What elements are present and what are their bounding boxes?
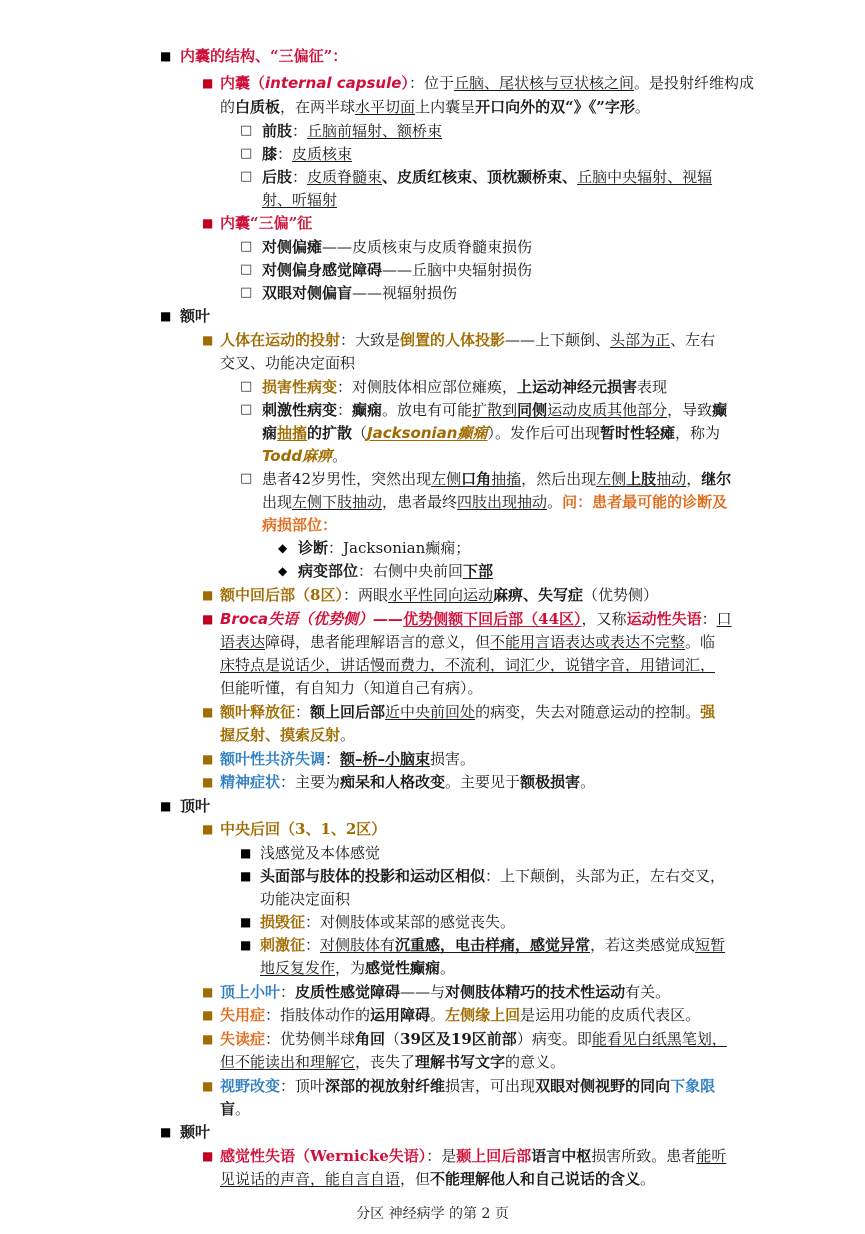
hollow-square-bullet-icon: □ <box>240 123 253 138</box>
square-bullet-icon: ■ <box>160 799 172 813</box>
post-item-4-line2: 地反复发作，为感觉性癫痫。 <box>260 959 456 977</box>
square-bullet-icon: ■ <box>202 1032 214 1046</box>
three-item-3: 双眼对侧偏盲——视辐射损伤 <box>262 284 458 302</box>
three-deviation-heading: 内囊“三偏”征 <box>220 214 313 232</box>
square-bullet-icon: ■ <box>240 915 252 929</box>
square-bullet-icon: ■ <box>240 846 252 860</box>
square-bullet-icon: ■ <box>202 822 214 836</box>
post-item-2-line2: 功能决定面积 <box>260 890 351 908</box>
case-line3: 病损部位： <box>262 516 338 534</box>
post-item-1: 浅感觉及本体感觉 <box>260 844 381 862</box>
diagnosis: 诊断：Jacksonian癫痫； <box>298 539 471 557</box>
frontal-heading: 额叶 <box>180 307 211 325</box>
hollow-square-bullet-icon: □ <box>240 239 253 254</box>
square-bullet-icon: ■ <box>202 76 214 90</box>
broca-aphasia-line4: 但能听懂，有自知力（知道自己有病）。 <box>220 679 483 697</box>
damage-lesion: 损害性病变：对侧肢体相应部位瘫痪，上运动神经元损害表现 <box>262 378 668 396</box>
square-bullet-icon: ■ <box>202 333 214 347</box>
square-bullet-icon: ■ <box>160 309 172 323</box>
post-item-2: 头面部与肢体的投影和运动区相似：上下颠倒，头部为正，左右交叉， <box>260 867 726 885</box>
visual-field-change: 视野改变：顶叶深部的视放射纤维损害，可出现双眼对侧视野的同向下象限 <box>220 1077 716 1095</box>
square-bullet-icon: ■ <box>160 49 172 63</box>
three-item-2: 对侧偏身感觉障碍——丘脑中央辐射损伤 <box>262 261 533 279</box>
mental-symptoms: 精神症状：主要为痴呆和人格改变。主要见于额极损害。 <box>220 773 596 791</box>
superior-parietal-lobule: 顶上小叶：皮质性感觉障碍——与对侧肢体精巧的技术性运动有关。 <box>220 983 671 1001</box>
alexia: 失读症：优势侧半球角回（39区及19区前部）病变。即能看见白纸黑笔划， <box>220 1030 727 1048</box>
square-bullet-icon: ■ <box>202 612 214 626</box>
square-bullet-icon: ■ <box>202 775 214 789</box>
wernicke-aphasia-line2: 见说话的声音，能自言自语，但不能理解他人和自己说话的含义。 <box>220 1170 656 1188</box>
irritative-lesion-line3: Todd麻痹。 <box>262 447 348 465</box>
hollow-square-bullet-icon: □ <box>240 402 253 417</box>
capsule-heading: 内囊的结构、“三偏征”： <box>180 47 348 65</box>
post-item-3: 损毁征：对侧肢体或某部的感觉丧失。 <box>260 913 516 931</box>
parietal-heading: 顶叶 <box>180 797 211 815</box>
front-limb: 前肢：丘脑前辐射、额桥束 <box>262 122 443 140</box>
hollow-square-bullet-icon: □ <box>240 169 253 184</box>
knee: 膝：皮质核束 <box>262 145 353 163</box>
square-bullet-icon: ■ <box>202 216 214 230</box>
hollow-square-bullet-icon: □ <box>240 471 253 486</box>
capsule-definition: 内囊（internal capsule）：位于丘脑、尾状核与豆状核之间。是投射纤维构成 <box>220 74 754 92</box>
hollow-square-bullet-icon: □ <box>240 379 253 394</box>
wernicke-aphasia: 感觉性失语（Wernicke失语）：是颞上回后部语言中枢损害所致。患者能听 <box>220 1147 727 1165</box>
frontal-release-sign: 额叶释放征：额上回后部近中央前回处的病变，失去对随意运动的控制。强 <box>220 703 716 721</box>
hollow-square-bullet-icon: □ <box>240 262 253 277</box>
post-item-4: 刺激征：对侧肢体有沉重感，电击样痛，感觉异常，若这类感觉成短暂 <box>260 936 726 954</box>
broca-aphasia-line2: 语表达障碍，患者能理解语言的意义，但不能用言语表达或表达不完整。临 <box>220 633 716 651</box>
square-bullet-icon: ■ <box>160 1125 172 1139</box>
square-bullet-icon: ■ <box>202 1008 214 1022</box>
apraxia: 失用症：指肢体动作的运用障碍。左侧缘上回是运用功能的皮质代表区。 <box>220 1006 701 1024</box>
square-bullet-icon: ■ <box>202 705 214 719</box>
broca-aphasia: Broca失语（优势侧）——优势侧额下回后部（44区），又称运动性失语：口 <box>220 610 732 628</box>
broca-aphasia-line3: 床特点是说话少，讲话慢而费力，不流利，词汇少，说错字音，用错词汇， <box>220 656 716 674</box>
case-line2: 出现左侧下肢抽动，患者最终四肢出现抽动。问：患者最可能的诊断及 <box>262 493 728 511</box>
square-bullet-icon: ■ <box>202 588 214 602</box>
back-limb: 后肢：皮质脊髓束、皮质红核束、顶枕颞桥束、丘脑中央辐射、视辐 <box>262 168 713 186</box>
page-footer: 分区 神经病学 的第 2 页 <box>356 1206 509 1222</box>
square-bullet-icon: ■ <box>202 752 214 766</box>
lesion-site: 病变部位：右侧中央前回下部 <box>298 562 494 580</box>
middle-frontal-gyrus: 额中回后部（8区）：两眼水平性同向运动麻痹、失写症（优势侧） <box>220 586 659 604</box>
postcentral-gyrus: 中央后回（3、1、2区） <box>220 820 387 838</box>
hollow-square-bullet-icon: □ <box>240 285 253 300</box>
diamond-bullet-icon: ◆ <box>278 564 288 578</box>
diamond-bullet-icon: ◆ <box>278 541 288 555</box>
case-line1: 患者42岁男性，突然出现左侧口角抽搐，然后出现左侧上肢抽动，继尔 <box>262 470 732 488</box>
hollow-square-bullet-icon: □ <box>240 146 253 161</box>
back-limb-line2: 射、听辐射 <box>262 191 338 209</box>
square-bullet-icon: ■ <box>202 1079 214 1093</box>
irritative-lesion-line2: 痫抽搐的扩散（Jacksonian癫痫）。发作后可出现暂时性轻瘫，称为 <box>262 424 721 442</box>
motor-projection: 人体在运动的投射：大致是倒置的人体投影——上下颠倒、头部为正、左右 <box>220 331 716 349</box>
temporal-heading: 颞叶 <box>180 1123 211 1141</box>
frontal-ataxia: 额叶性共济失调：额–桥–小脑束损害。 <box>220 750 476 768</box>
square-bullet-icon: ■ <box>240 938 252 952</box>
square-bullet-icon: ■ <box>202 1149 214 1163</box>
frontal-release-line2: 握反射、摸索反射。 <box>220 726 356 744</box>
motor-projection-line2: 交叉、功能决定面积 <box>220 354 356 372</box>
square-bullet-icon: ■ <box>240 869 252 883</box>
visual-field-line2: 盲。 <box>220 1100 251 1118</box>
alexia-line2: 但不能读出和理解它，丧失了理解书写文字的意义。 <box>220 1053 566 1071</box>
irritative-lesion: 刺激性病变：癫痫。放电有可能扩散到同侧运动皮质其他部分，导致癫 <box>262 401 728 419</box>
capsule-definition-line2: 的白质板，在两半球水平切面上内囊呈开口向外的双“》《”字形。 <box>220 98 650 116</box>
square-bullet-icon: ■ <box>202 985 214 999</box>
three-item-1: 对侧偏瘫——皮质核束与皮质脊髓束损伤 <box>262 238 533 256</box>
